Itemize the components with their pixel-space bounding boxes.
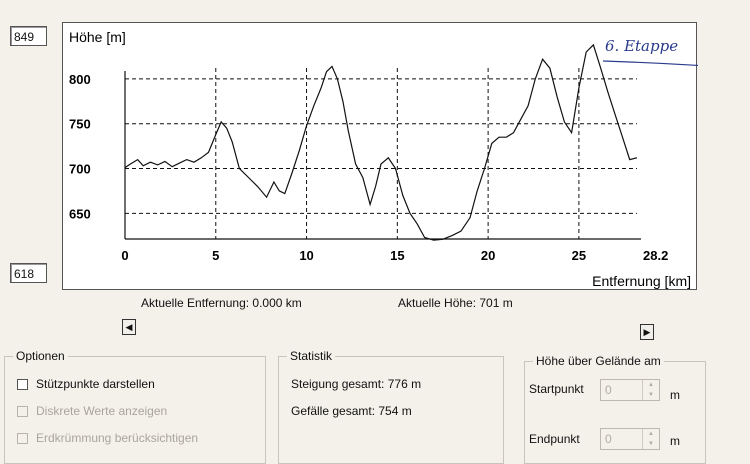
spin-up-icon[interactable]: ▲ [648, 431, 654, 437]
descent-total: Gefälle gesamt: 754 m [291, 404, 412, 418]
statistics-group [278, 349, 504, 464]
current-distance-readout: Aktuelle Entfernung: 0.000 km [141, 296, 302, 310]
option-label: Stützpunkte darstellen [36, 377, 155, 391]
y-max-field: 849 [10, 26, 47, 46]
option-show-points[interactable] [17, 377, 155, 391]
start-point-label: Startpunkt [529, 382, 584, 396]
statistics-group-title: Statistik [287, 349, 335, 363]
y-tick-label: 800 [69, 71, 91, 87]
start-point-spinner[interactable] [600, 379, 660, 401]
spin-down-icon[interactable]: ▼ [648, 441, 654, 447]
handwritten-stage-note: 6. Etappe [605, 37, 679, 55]
x-tick-label: 5 [212, 248, 220, 263]
end-point-spinner[interactable] [600, 428, 660, 450]
scroll-right-button[interactable]: ▶ [640, 324, 654, 340]
spin-down-icon[interactable]: ▼ [648, 392, 654, 398]
start-point-unit: m [670, 388, 680, 402]
y-tick-label: 750 [69, 116, 91, 132]
end-point-label: Endpunkt [529, 432, 580, 446]
height-above-ground-title: Höhe über Gelände am [533, 354, 664, 368]
option-label: Diskrete Werte anzeigen [36, 404, 168, 418]
option-earth-curvature[interactable] [17, 431, 198, 445]
start-point-value[interactable]: 0 [605, 383, 612, 397]
handwritten-underline [603, 61, 698, 67]
option-discrete-values[interactable] [17, 404, 167, 418]
options-group-title: Optionen [13, 349, 68, 363]
height-above-ground-group [524, 354, 706, 464]
elevation-chart[interactable] [62, 22, 697, 290]
option-label: Erdkrümmung berücksichtigen [36, 431, 199, 445]
elevation-chart-svg [63, 23, 698, 291]
end-point-value[interactable]: 0 [605, 432, 612, 446]
checkbox[interactable] [17, 406, 28, 417]
current-height-readout: Aktuelle Höhe: 701 m [398, 296, 513, 310]
scroll-left-button[interactable]: ◀ [122, 319, 136, 335]
end-point-unit: m [670, 434, 680, 448]
y-tick-label: 650 [69, 206, 91, 222]
x-axis-title: Entfernung [km] [592, 273, 691, 289]
x-tick-label: 15 [390, 248, 405, 263]
x-tick-label: 28.2 [643, 248, 669, 263]
x-tick-label: 25 [571, 248, 587, 263]
ascent-total: Steigung gesamt: 776 m [291, 377, 422, 391]
x-tick-label: 10 [299, 248, 314, 263]
y-min-field: 618 [10, 263, 47, 283]
x-tick-label: 20 [480, 248, 496, 263]
spin-up-icon[interactable]: ▲ [648, 382, 654, 388]
x-tick-label: 0 [121, 248, 129, 263]
checkbox[interactable] [17, 379, 28, 390]
options-group [4, 349, 266, 464]
elevation-profile-line [125, 45, 637, 240]
y-axis-title: Höhe [m] [69, 29, 126, 45]
checkbox[interactable] [17, 433, 28, 444]
y-tick-label: 700 [69, 161, 91, 177]
